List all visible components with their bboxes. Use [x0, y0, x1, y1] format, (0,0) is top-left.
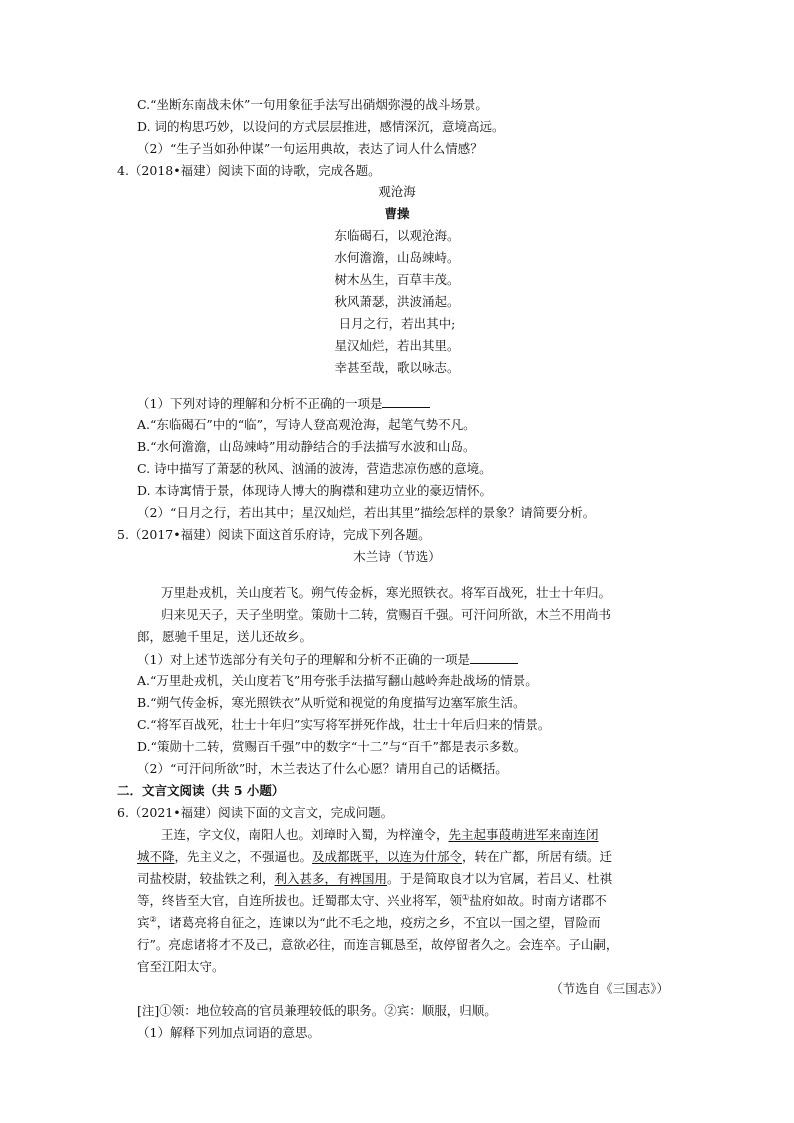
q4-poem-line: 日月之行，若出其中;: [338, 316, 456, 331]
q6-note: [注]①领：地位较高的官员兼理较低的职务。②宾：顺服，归顺。: [137, 1003, 497, 1018]
q5-stem: 5.（2017•福建）阅读下面这首乐府诗，完成下列各题。: [117, 527, 431, 542]
prev-option-d: D. 词的构思巧妙，以设问的方式层层推进，感情深沉，意境高远。: [137, 119, 505, 134]
passage-text: ，转在广都，所居有绩。迁: [462, 849, 613, 864]
q6-passage-line: [161, 827, 599, 843]
q4-question-1-text: （1）下列对诗的理解和分析不正确的一项是: [137, 396, 383, 411]
q5-question-1: [137, 651, 518, 668]
q5-para-1: 万里赴戎机，关山度若飞。朔气传金柝，寒光照铁衣。将军百战死，壮士十年归。: [161, 585, 612, 600]
q4-option-a: A.“东临碣石”中的“临”，写诗人登高观沧海，起笔气势不凡。: [137, 417, 476, 432]
passage-text: 盐府如故。时南方诸郡不: [469, 893, 607, 908]
passage-text: 司盐校尉，较盐铁之利，: [137, 871, 275, 886]
q6-passage-line: [137, 871, 612, 887]
footnote-marker: ②: [149, 914, 157, 924]
underlined-sentence: 先主起事葭萌进军来南连闭: [448, 827, 599, 842]
q4-poem-author: 曹操: [384, 206, 410, 221]
q6-passage-line: [137, 893, 607, 909]
q5-option-c: C.“将军百战死，壮士十年归”实写将军拼死作战，壮士十年后归来的情景。: [137, 717, 551, 732]
q5-question-2: （2）“可汗问所欲”时，木兰表达了什么心愿？请用自己的话概括。: [137, 761, 508, 776]
q6-passage-line: 行”。亮虑诸将才不及己，意欲必往，而连言辄恳至，故停留者久之。会连卒。子山嗣，: [137, 937, 619, 952]
q4-stem: 4.（2018•福建）阅读下面的诗歌，完成各题。: [117, 163, 381, 178]
q4-poem-line: 树木丛生，百草丰茂。: [334, 272, 460, 287]
q4-option-c: C. 诗中描写了萧瑟的秋风、汹涌的波涛，营造悲凉伤感的意境。: [137, 461, 492, 476]
q4-question-2: （2）“日月之行，若出其中；星汉灿烂，若出其里”描绘怎样的景象？请简要分析。: [137, 505, 596, 520]
q4-poem-line: 秋风萧瑟，洪波涌起。: [334, 294, 460, 309]
q4-poem-line: 幸甚至哉，歌以咏志。: [334, 360, 460, 375]
q5-para-2a: 归来见天子，天子坐明堂。策勋十二转，赏赐百千强。可汗问所欲，木兰不用尚书: [161, 607, 612, 622]
q6-passage-line: 官至江阳太守。: [137, 959, 225, 974]
q6-stem: 6.（2021•福建）阅读下面的文言文，完成问题。: [117, 805, 394, 820]
passage-text: 。于是简取良才以为官属，若吕乂、杜祺: [387, 871, 613, 886]
q4-question-1: [137, 395, 430, 412]
q6-source: （节选自《三国志》）: [550, 981, 669, 996]
underlined-sentence: 城不降: [137, 849, 175, 864]
underlined-sentence: 利入甚多，有裨国用: [274, 871, 388, 886]
q6-question-1: （1）解释下列加点词语的意思。: [137, 1025, 320, 1040]
passage-text: 宾: [137, 915, 150, 930]
answer-blank[interactable]: [382, 395, 430, 408]
q5-option-d: D.“策勋十二转，赏赐百千强”中的数字“十二”与“百千”都是表示多数。: [137, 739, 527, 754]
q4-poem-line: 星汉灿烂，若出其里。: [334, 338, 460, 353]
passage-text: 等，终皆至大官，自连所拔也。迁蜀郡太守、兴业将军，领: [137, 893, 463, 908]
passage-text: 王连，字文仪，南阳人也。刘璋时入蜀，为梓潼令，: [161, 827, 449, 842]
q5-question-1-text: （1）对上述节选部分有关句子的理解和分析不正确的一项是: [137, 652, 470, 667]
q6-passage-line: [137, 849, 612, 865]
q4-option-b: B.“水何澹澹，山岛竦峙”用动静结合的手法描写水波和山岛。: [137, 439, 476, 454]
passage-text: ，先主义之，不强逼也。: [174, 849, 313, 864]
q4-poem-line: 水何澹澹，山岛竦峙。: [334, 250, 460, 265]
q4-poem-title: 观沧海: [378, 184, 416, 199]
prev-option-c: C.“坐断东南战未休”一句用象征手法写出硝烟弥漫的战斗场景。: [137, 97, 488, 112]
q5-option-b: B.“朔气传金柝，寒光照铁衣”从听觉和视觉的角度描写边塞军旅生活。: [137, 695, 526, 710]
section-heading: 二．文言文阅读（共 5 小题）: [117, 783, 285, 798]
underlined-sentence: 及成都既平，以连为什邡令: [312, 849, 463, 864]
q5-para-2b: 郎，愿驰千里足，送儿还故乡。: [137, 629, 313, 644]
passage-text: ，诸葛亮将自征之，连谏以为“此不毛之地，疫疠之乡，不宜以一国之望，冒险而: [156, 915, 601, 930]
prev-question-2: （2）“生子当如孙仲谋”一句运用典故，表达了词人什么情感？: [137, 141, 483, 156]
q4-option-d: D. 本诗寓情于景，体现诗人博大的胸襟和建功立业的豪迈情怀。: [137, 483, 493, 498]
footnote-marker: ①: [462, 892, 470, 902]
answer-blank[interactable]: [470, 651, 518, 664]
q4-poem-line: 东临碣石，以观沧海。: [334, 228, 460, 243]
q6-passage-line: [137, 915, 601, 931]
q5-poem-title: 木兰诗（节选）: [353, 549, 441, 564]
q5-option-a: A.“万里赴戎机，关山度若飞”用夸张手法描写翻山越岭奔赴战场的情景。: [137, 673, 538, 688]
